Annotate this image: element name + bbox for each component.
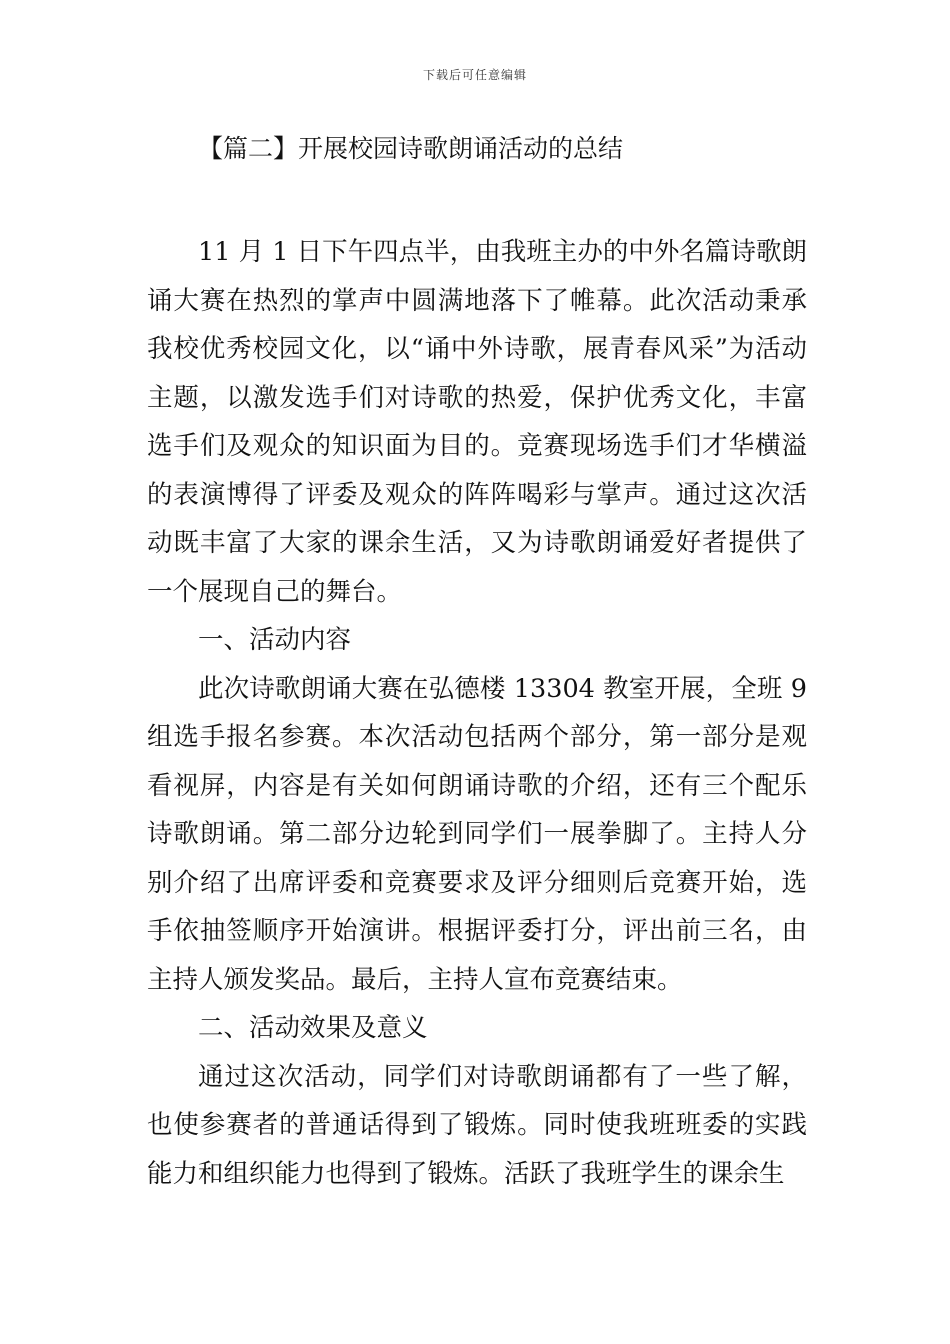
paragraph-intro: 11 月 1 日下午四点半，由我班主办的中外名篇诗歌朗诵大赛在热烈的掌声中圆满地落下了帷幕。此次活动秉承我校优秀校园文化，以“诵中外诗歌，展青春风采”为活动主题，以激发选手们对诗歌的热爱，保护优秀文化，丰富选手们及观众的知识面为目的。竞赛现场选手们才华横溢的表演博得了评委及观众的阵阵喝彩与掌声。通过这次活动既丰富了大家的课余生活，又为诗歌朗诵爱好者提供了一个展现自己的舞台。 <box>147 237 807 607</box>
paragraph-effect: 通过这次活动，同学们对诗歌朗诵都有了一些了解，也使参赛者的普通话得到了锻炼。同时使我班班委的实践能力和组织能力也得到了锻炼。活跃了我班学生的课余生 <box>147 1061 807 1189</box>
document-title: 【篇二】开展校园诗歌朗诵活动的总结 <box>198 134 624 163</box>
document-body <box>147 228 807 1198</box>
section-heading-content: 一、活动内容 <box>198 625 352 655</box>
header-note: 下载后可任意编辑 <box>422 68 527 82</box>
section-heading-effect: 二、活动效果及意义 <box>198 1013 428 1043</box>
paragraph-content: 此次诗歌朗诵大赛在弘德楼 13304 教室开展，全班 9 组选手报名参赛。本次活动包括两个部分，第一部分是观看视屏，内容是有关如何朗诵诗歌的介绍，还有三个配乐诗歌朗诵。第二部分边轮到同学们一展拳脚了。主持人分别介绍了出席评委和竞赛要求及评分细则后竞赛开始，选手依抽签顺序开始演讲。根据评委打分，评出前三名，由主持人颁发奖品。最后，主持人宣布竞赛结束。 <box>147 673 807 995</box>
